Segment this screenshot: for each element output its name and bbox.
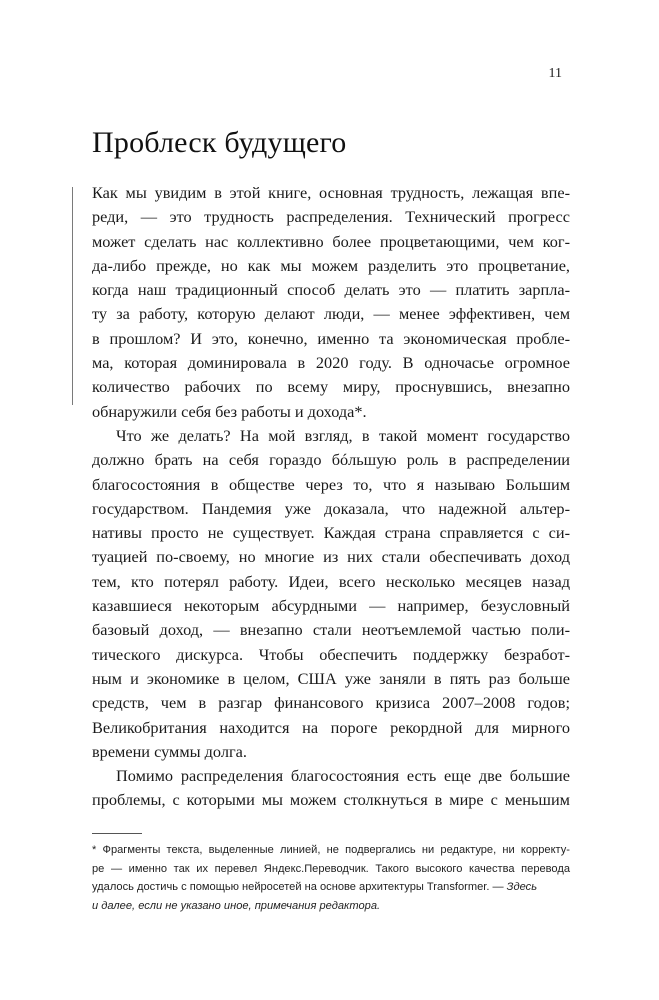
text-line: должно брать на себя гораздо бóльшую роль в распределении: [92, 450, 570, 470]
paragraph-1: [92, 181, 570, 424]
text-line: государством. Пандемия уже доказала, что надежной альтер-: [92, 498, 570, 518]
footnote-separator: [92, 833, 142, 834]
footnote-line: [92, 878, 570, 897]
chapter-title: Проблеск будущего: [92, 126, 347, 159]
text-line: Что же делать? На мой взгляд, в такой момент государство: [116, 425, 570, 445]
text-line: казавшиеся некоторым абсурдными — например, безусловный: [92, 596, 570, 616]
text-line: может сделать нас коллективно более процветающими, чем ког-: [92, 231, 570, 251]
text-line: туацией по-своему, но многие из них стали обеспечивать доход: [92, 547, 570, 567]
text-line: времени суммы долга.: [92, 741, 247, 761]
text-line: базовый доход, — внезапно стали неотъемлемой частью поли-: [92, 620, 570, 640]
text-line: в прошлом? И это, конечно, именно та экономическая пробле-: [92, 328, 570, 348]
text-line: ту за работу, которую делают люди, — менее эффективен, чем: [92, 304, 570, 324]
text-line: обнаружили себя без работы и дохода*.: [92, 401, 367, 421]
text-line: ным и экономике в целом, США уже заняли в пять раз больше: [92, 668, 570, 688]
text-line: Великобритания находится на пороге рекордной для мирного: [92, 717, 570, 737]
text-line: нативы просто не существует. Каждая страна справляется с си-: [92, 523, 570, 543]
text-line: реди, — это трудность распределения. Технический прогресс: [92, 207, 570, 227]
footnote: [92, 841, 570, 915]
text-line: тем, кто потерял работу. Идеи, всего несколько месяцев назад: [92, 571, 570, 591]
footnote-italic-text: Здесь: [506, 881, 538, 894]
text-line: да-либо прежде, но как мы можем разделить это процветание,: [92, 255, 570, 275]
footnote-line: ре — именно так их перевел Яндекс.Переводчик. Такого высокого качества перевода: [92, 862, 570, 875]
text-line: тического дискурса. Чтобы обеспечить поддержку безработ-: [92, 644, 570, 664]
text-line: Как мы увидим в этой книге, основная трудность, лежащая впе-: [92, 183, 570, 202]
paragraph-3: [92, 764, 570, 813]
text-line: ма, которая доминировала в 2020 году. В одночасье огромное: [92, 353, 570, 373]
text-line: Помимо распределения благосостояния есть еще две большие: [116, 766, 570, 786]
page-number: 11: [548, 66, 562, 81]
text-line: средств, чем в разгар финансового кризиса 2007–2008 годов;: [92, 693, 570, 713]
text-line: проблемы, с которыми мы можем столкнуться в мире с меньшим: [92, 790, 570, 810]
paragraph-2: [92, 424, 570, 764]
footnote-text: удалось достичь с помощью нейросетей на основе архитектуры Transformer. —: [92, 881, 507, 894]
text-line: благосостояния в обществе через то, что я называю Большим: [92, 474, 570, 494]
footnote-line: и далее, если не указано иное, примечания редактора.: [92, 899, 381, 912]
machine-translation-marker-line: [72, 187, 73, 405]
text-line: когда наш традиционный способ делать это — платить зарпла-: [92, 280, 570, 300]
text-line: количество рабочих по всему миру, проснувшись, внезапно: [92, 377, 570, 397]
body-text: [92, 181, 570, 813]
footnote-line: * Фрагменты текста, выделенные линией, не подвергались ни редактуре, ни корректу-: [92, 844, 570, 856]
